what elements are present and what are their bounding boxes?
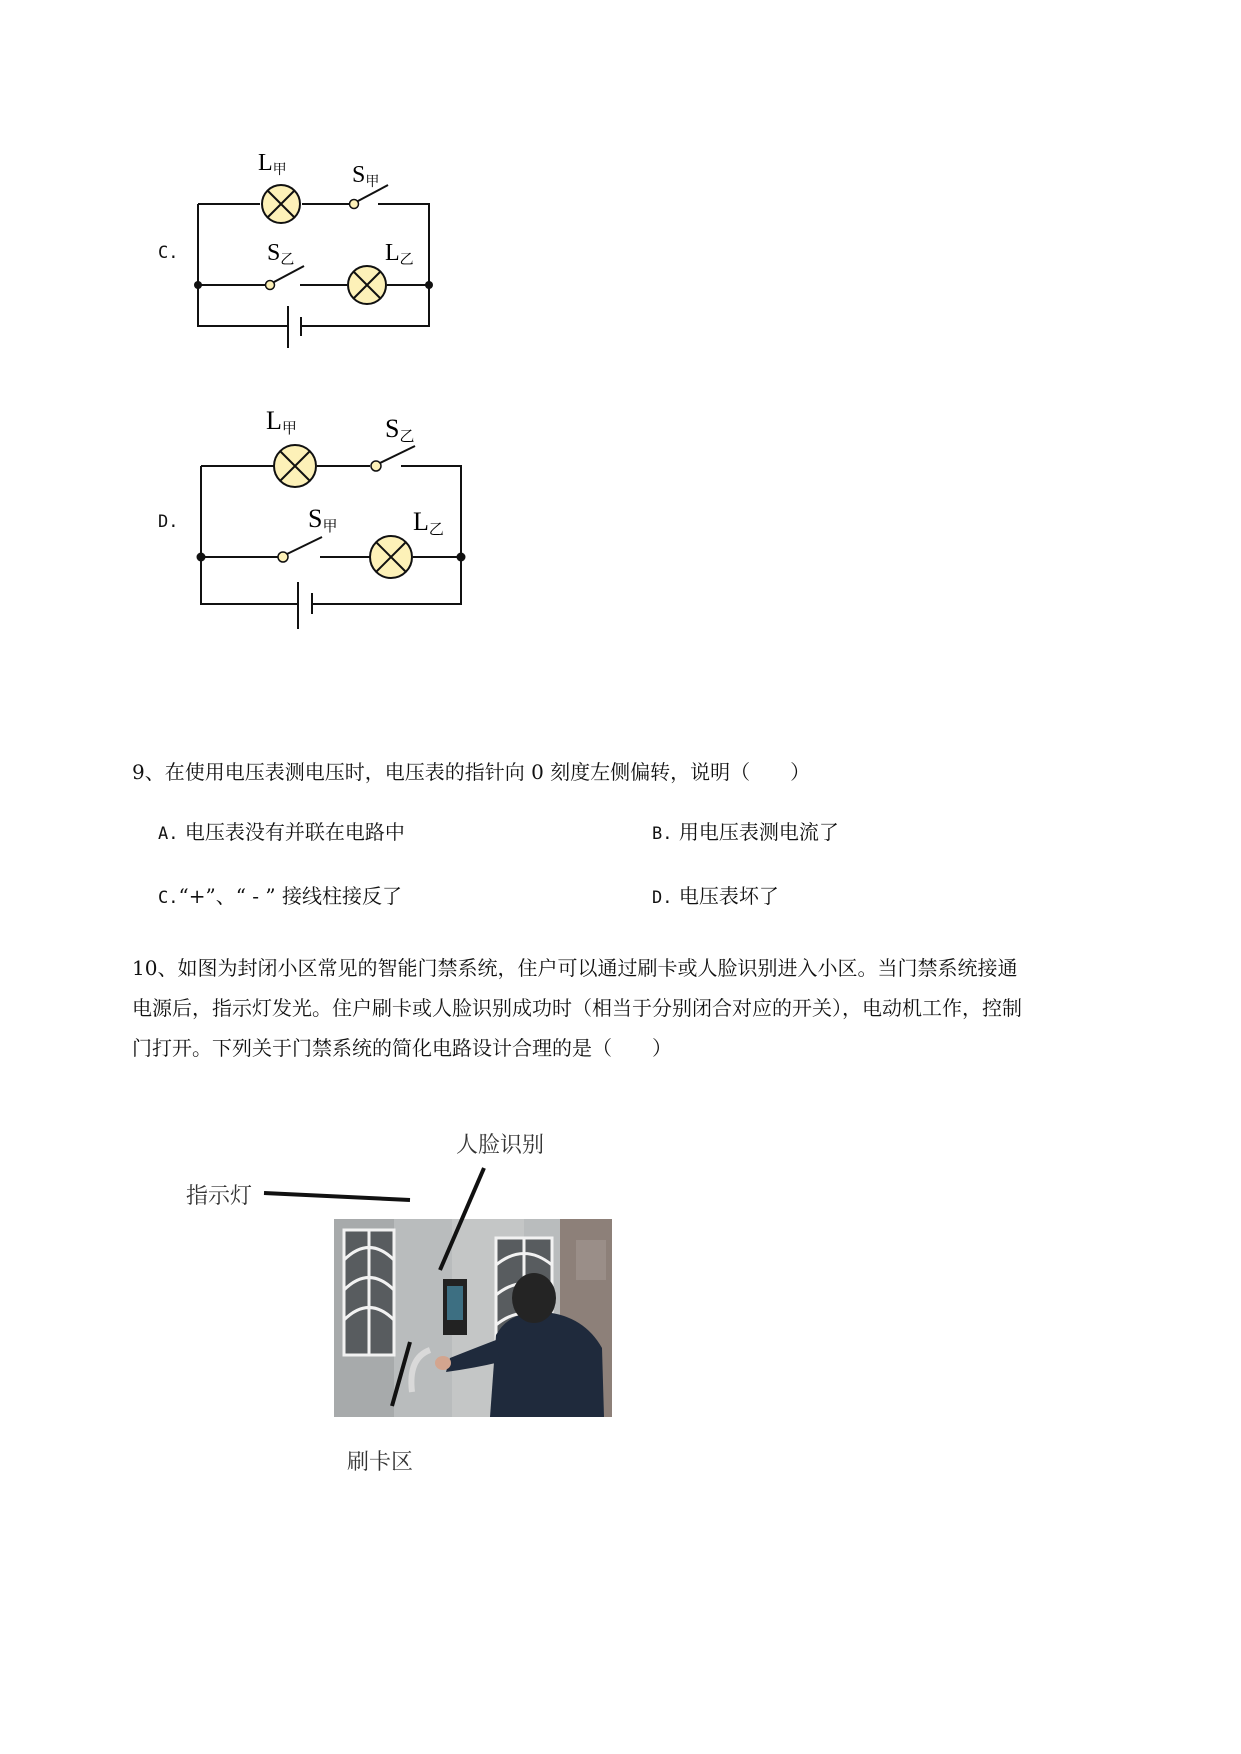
label-switch-top-d: S乙: [385, 414, 415, 445]
question-10-line-1: 10、如图为封闭小区常见的智能门禁系统，住户可以通过刷卡或人脸识别进入小区。当门禁系统接通: [132, 956, 1018, 980]
junction-left-c: [194, 281, 202, 289]
label-switch-bottom-c: S乙: [267, 240, 295, 268]
label-lamp-top-c: L甲: [258, 150, 287, 178]
window-grille-left: [344, 1230, 394, 1355]
battery-d: [298, 582, 312, 629]
switch-top-d: [371, 446, 415, 471]
label-face-recognition: 人脸识别: [456, 1133, 545, 1158]
q9-option-a: [158, 822, 405, 843]
pointer-indicator: [264, 1193, 410, 1200]
circuit-diagram-d: [180, 400, 490, 640]
label-switch-bottom-d: S甲: [308, 504, 338, 535]
label-lamp-bottom-d: L乙: [413, 507, 444, 538]
option-d-letter: D.: [158, 512, 179, 532]
q9-option-b-text: 用电压表测电流了: [678, 820, 839, 844]
q9-option-b-letter: B.: [652, 824, 673, 844]
q9-option-b: [652, 822, 839, 843]
access-control-figure: [186, 1130, 620, 1490]
junction-right-d: [457, 553, 466, 562]
q9-option-c: [158, 886, 402, 907]
question-10-line-3: 门打开。下列关于门禁系统的简化电路设计合理的是（ ）: [132, 1036, 672, 1060]
question-9-stem: 9、在使用电压表测电压时，电压表的指针向 0 刻度左侧偏转，说明（ ）: [132, 760, 811, 784]
q9-option-d-letter: D.: [652, 888, 673, 908]
label-lamp-bottom-c: L乙: [385, 240, 414, 268]
q9-option-a-text: 电压表没有并联在电路中: [184, 820, 405, 844]
label-card-area: 刷卡区: [347, 1450, 414, 1475]
q9-option-c-letter: C.: [158, 888, 179, 908]
lamp-top-d: [274, 445, 316, 487]
switch-bottom-c: [266, 266, 305, 290]
question-10-line-2: 电源后，指示灯发光。住户刷卡或人脸识别成功时（相当于分别闭合对应的开关），电动机工作，控制: [132, 996, 1022, 1020]
label-lamp-top-d: L甲: [266, 406, 297, 437]
lamp-bottom-c: [348, 266, 386, 304]
junction-left-d: [197, 553, 206, 562]
lamp-top-c: [262, 185, 300, 223]
access-control-photo: [200, 1130, 620, 1490]
label-switch-top-c: S甲: [352, 162, 380, 190]
option-c-letter: C.: [158, 243, 179, 263]
switch-bottom-d: [278, 537, 322, 562]
q9-option-c-text: “+”、“ - ” 接线柱接反了: [178, 884, 402, 908]
battery-c: [288, 306, 301, 348]
label-indicator-light: 指示灯: [186, 1184, 253, 1209]
lamp-bottom-d: [370, 536, 412, 578]
junction-right-c: [425, 281, 433, 289]
q9-option-a-letter: A.: [158, 824, 179, 844]
q9-option-d-text: 电压表坏了: [678, 884, 779, 908]
q9-option-d: [652, 886, 779, 907]
circuit-diagram-c: [180, 140, 470, 360]
